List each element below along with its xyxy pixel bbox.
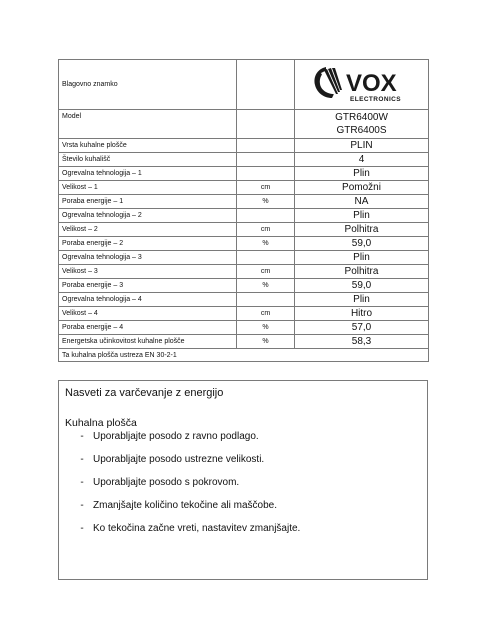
bullet-dash: - [80,431,84,442]
spec-row [59,321,429,335]
spec-value: Plin [295,293,429,307]
spec-row [59,293,429,307]
tip-item [65,477,421,500]
tip-text: Zmanjšajte količino tekočine ali maščobe. [93,500,277,511]
spec-unit: % [237,195,295,209]
tip-text: Uporabljajte posodo s pokrovom. [93,477,240,488]
tip-item [65,431,421,454]
spec-row [59,251,429,265]
spec-value: Polhitra [295,265,429,279]
spec-row [59,223,429,237]
vox-logo-icon [312,65,412,105]
tips-list [65,431,421,546]
spec-table [58,59,429,362]
spec-unit: cm [237,181,295,195]
spec-unit: % [237,321,295,335]
tip-text: Uporabljajte posodo z ravno podlago. [93,431,259,442]
spec-label: Poraba energije – 4 [59,321,237,335]
spec-label: Poraba energije – 1 [59,195,237,209]
spec-label: Vrsta kuhalne plošče [59,139,237,153]
spec-label: Ogrevalna tehnologija – 1 [59,167,237,181]
spec-value: Plin [295,251,429,265]
tip-item [65,454,421,477]
svg-text:VOX: VOX [345,69,397,97]
spec-unit [237,139,295,153]
spec-label: Ogrevalna tehnologija – 2 [59,209,237,223]
spec-value: Hitro [295,307,429,321]
spec-unit: % [237,279,295,293]
spec-unit: cm [237,265,295,279]
spec-value: Plin [295,167,429,181]
spec-row [59,167,429,181]
spec-row [59,153,429,167]
spec-label: Velikost – 2 [59,223,237,237]
brand-row [59,60,429,110]
spec-unit [237,293,295,307]
model-values [295,110,429,139]
vox-logo [298,65,425,105]
product-info-sheet [58,59,428,362]
tips-subtitle: Kuhalna plošča [65,417,137,429]
spec-row [59,279,429,293]
tips-title: Nasveti za varčevanje z energijo [65,387,224,399]
svg-text:ELECTRONICS: ELECTRONICS [349,95,401,103]
spec-unit [237,209,295,223]
spec-row [59,139,429,153]
spec-unit: cm [237,307,295,321]
spec-label: Ogrevalna tehnologija – 3 [59,251,237,265]
spec-row [59,307,429,321]
spec-value: NA [295,195,429,209]
bullet-dash: - [80,523,84,534]
spec-value: 57,0 [295,321,429,335]
tip-item [65,500,421,523]
spec-unit: % [237,237,295,251]
tip-text: Ko tekočina začne vreti, nastavitev zmanjšajte. [93,523,301,534]
spec-label: Poraba energije – 3 [59,279,237,293]
brand-logo-cell [295,60,429,110]
spec-value: 58,3 [295,335,429,349]
spec-label: Velikost – 1 [59,181,237,195]
spec-label: Poraba energije – 2 [59,237,237,251]
model-label: Model [59,110,237,139]
spec-unit: % [237,335,295,349]
energy-saving-tips [58,380,428,580]
spec-label: Velikost – 4 [59,307,237,321]
model-value: GTR6400S [336,125,387,136]
spec-row [59,335,429,349]
spec-row [59,209,429,223]
spec-row [59,237,429,251]
spec-value: 59,0 [295,279,429,293]
bullet-dash: - [80,500,84,511]
model-value: GTR6400W [335,112,388,123]
spec-label: Energetska učinkovitost kuhalne plošče [59,335,237,349]
standard-note: Ta kuhalna plošča ustreza EN 30-2-1 [59,349,429,362]
tip-item [65,523,421,546]
tip-text: Uporabljajte posodo ustrezne velikosti. [93,454,265,465]
model-row [59,110,429,139]
brand-label: Blagovno znamko [59,60,237,110]
spec-row [59,265,429,279]
spec-value: Polhitra [295,223,429,237]
spec-value: Plin [295,209,429,223]
spec-row [59,181,429,195]
spec-unit: cm [237,223,295,237]
spec-value: 4 [295,153,429,167]
spec-label: Ogrevalna tehnologija – 4 [59,293,237,307]
spec-label: Velikost – 3 [59,265,237,279]
spec-unit [237,153,295,167]
spec-value: Pomožni [295,181,429,195]
footer-row [59,349,429,362]
spec-value: PLIN [295,139,429,153]
bullet-dash: - [80,454,84,465]
spec-label: Število kuhališč [59,153,237,167]
spec-row [59,195,429,209]
bullet-dash: - [80,477,84,488]
spec-unit [237,251,295,265]
spec-unit [237,167,295,181]
spec-value: 59,0 [295,237,429,251]
